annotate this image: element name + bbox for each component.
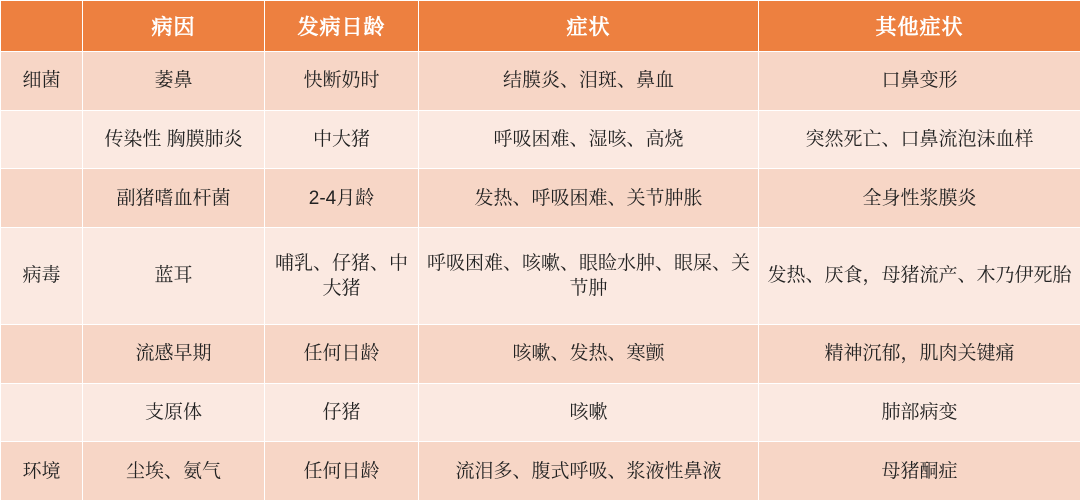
cell-other-symptoms: 肺部病变: [759, 383, 1080, 442]
table-row: [1, 169, 1080, 228]
column-header-onset-age: 发病日龄: [265, 1, 419, 52]
cell-cause: 副猪嗜血杆菌: [83, 169, 265, 228]
cell-category: [1, 383, 83, 442]
cell-onset-age: 任何日龄: [265, 442, 419, 501]
table-row: [1, 442, 1080, 501]
cell-symptoms: 发热、呼吸困难、关节肿胀: [419, 169, 759, 228]
cell-symptoms: 咳嗽: [419, 383, 759, 442]
table-row: [1, 383, 1080, 442]
cell-other-symptoms: 全身性浆膜炎: [759, 169, 1080, 228]
column-header-other-symptoms: 其他症状: [759, 1, 1080, 52]
cell-onset-age: 任何日龄: [265, 325, 419, 384]
cell-category: 环境: [1, 442, 83, 501]
cell-category: [1, 325, 83, 384]
column-header-cause: 病因: [83, 1, 265, 52]
cell-category: 病毒: [1, 227, 83, 324]
cell-cause: 萎鼻: [83, 52, 265, 111]
cell-onset-age: 中大猪: [265, 110, 419, 169]
cell-symptoms: 呼吸困难、咳嗽、眼睑水肿、眼屎、关节肿: [419, 227, 759, 324]
cell-other-symptoms: 精神沉郁，肌肉关键痛: [759, 325, 1080, 384]
table-header: [1, 1, 1080, 52]
cell-cause: 蓝耳: [83, 227, 265, 324]
cell-category: [1, 110, 83, 169]
cell-cause: 尘埃、氨气: [83, 442, 265, 501]
table-row: [1, 110, 1080, 169]
cell-cause: 流感早期: [83, 325, 265, 384]
table-body: [1, 52, 1080, 501]
cell-symptoms: 结膜炎、泪斑、鼻血: [419, 52, 759, 111]
cell-other-symptoms: 发热、厌食，母猪流产、木乃伊死胎: [759, 227, 1080, 324]
cell-other-symptoms: 突然死亡、口鼻流泡沫血样: [759, 110, 1080, 169]
table-row: [1, 227, 1080, 324]
table-row: [1, 52, 1080, 111]
table-row: [1, 325, 1080, 384]
column-header-category: [1, 1, 83, 52]
cell-category: 细菌: [1, 52, 83, 111]
cell-cause: 传染性 胸膜肺炎: [83, 110, 265, 169]
cell-onset-age: 2-4月龄: [265, 169, 419, 228]
cell-symptoms: 咳嗽、发热、寒颤: [419, 325, 759, 384]
column-header-symptoms: 症状: [419, 1, 759, 52]
cell-onset-age: 仔猪: [265, 383, 419, 442]
cell-cause: 支原体: [83, 383, 265, 442]
cell-symptoms: 呼吸困难、湿咳、高烧: [419, 110, 759, 169]
cell-other-symptoms: 母猪酮症: [759, 442, 1080, 501]
table-header-row: [1, 1, 1080, 52]
cell-onset-age: 哺乳、仔猪、中大猪: [265, 227, 419, 324]
cell-category: [1, 169, 83, 228]
cell-symptoms: 流泪多、腹式呼吸、浆液性鼻液: [419, 442, 759, 501]
cell-other-symptoms: 口鼻变形: [759, 52, 1080, 111]
cell-onset-age: 快断奶时: [265, 52, 419, 111]
